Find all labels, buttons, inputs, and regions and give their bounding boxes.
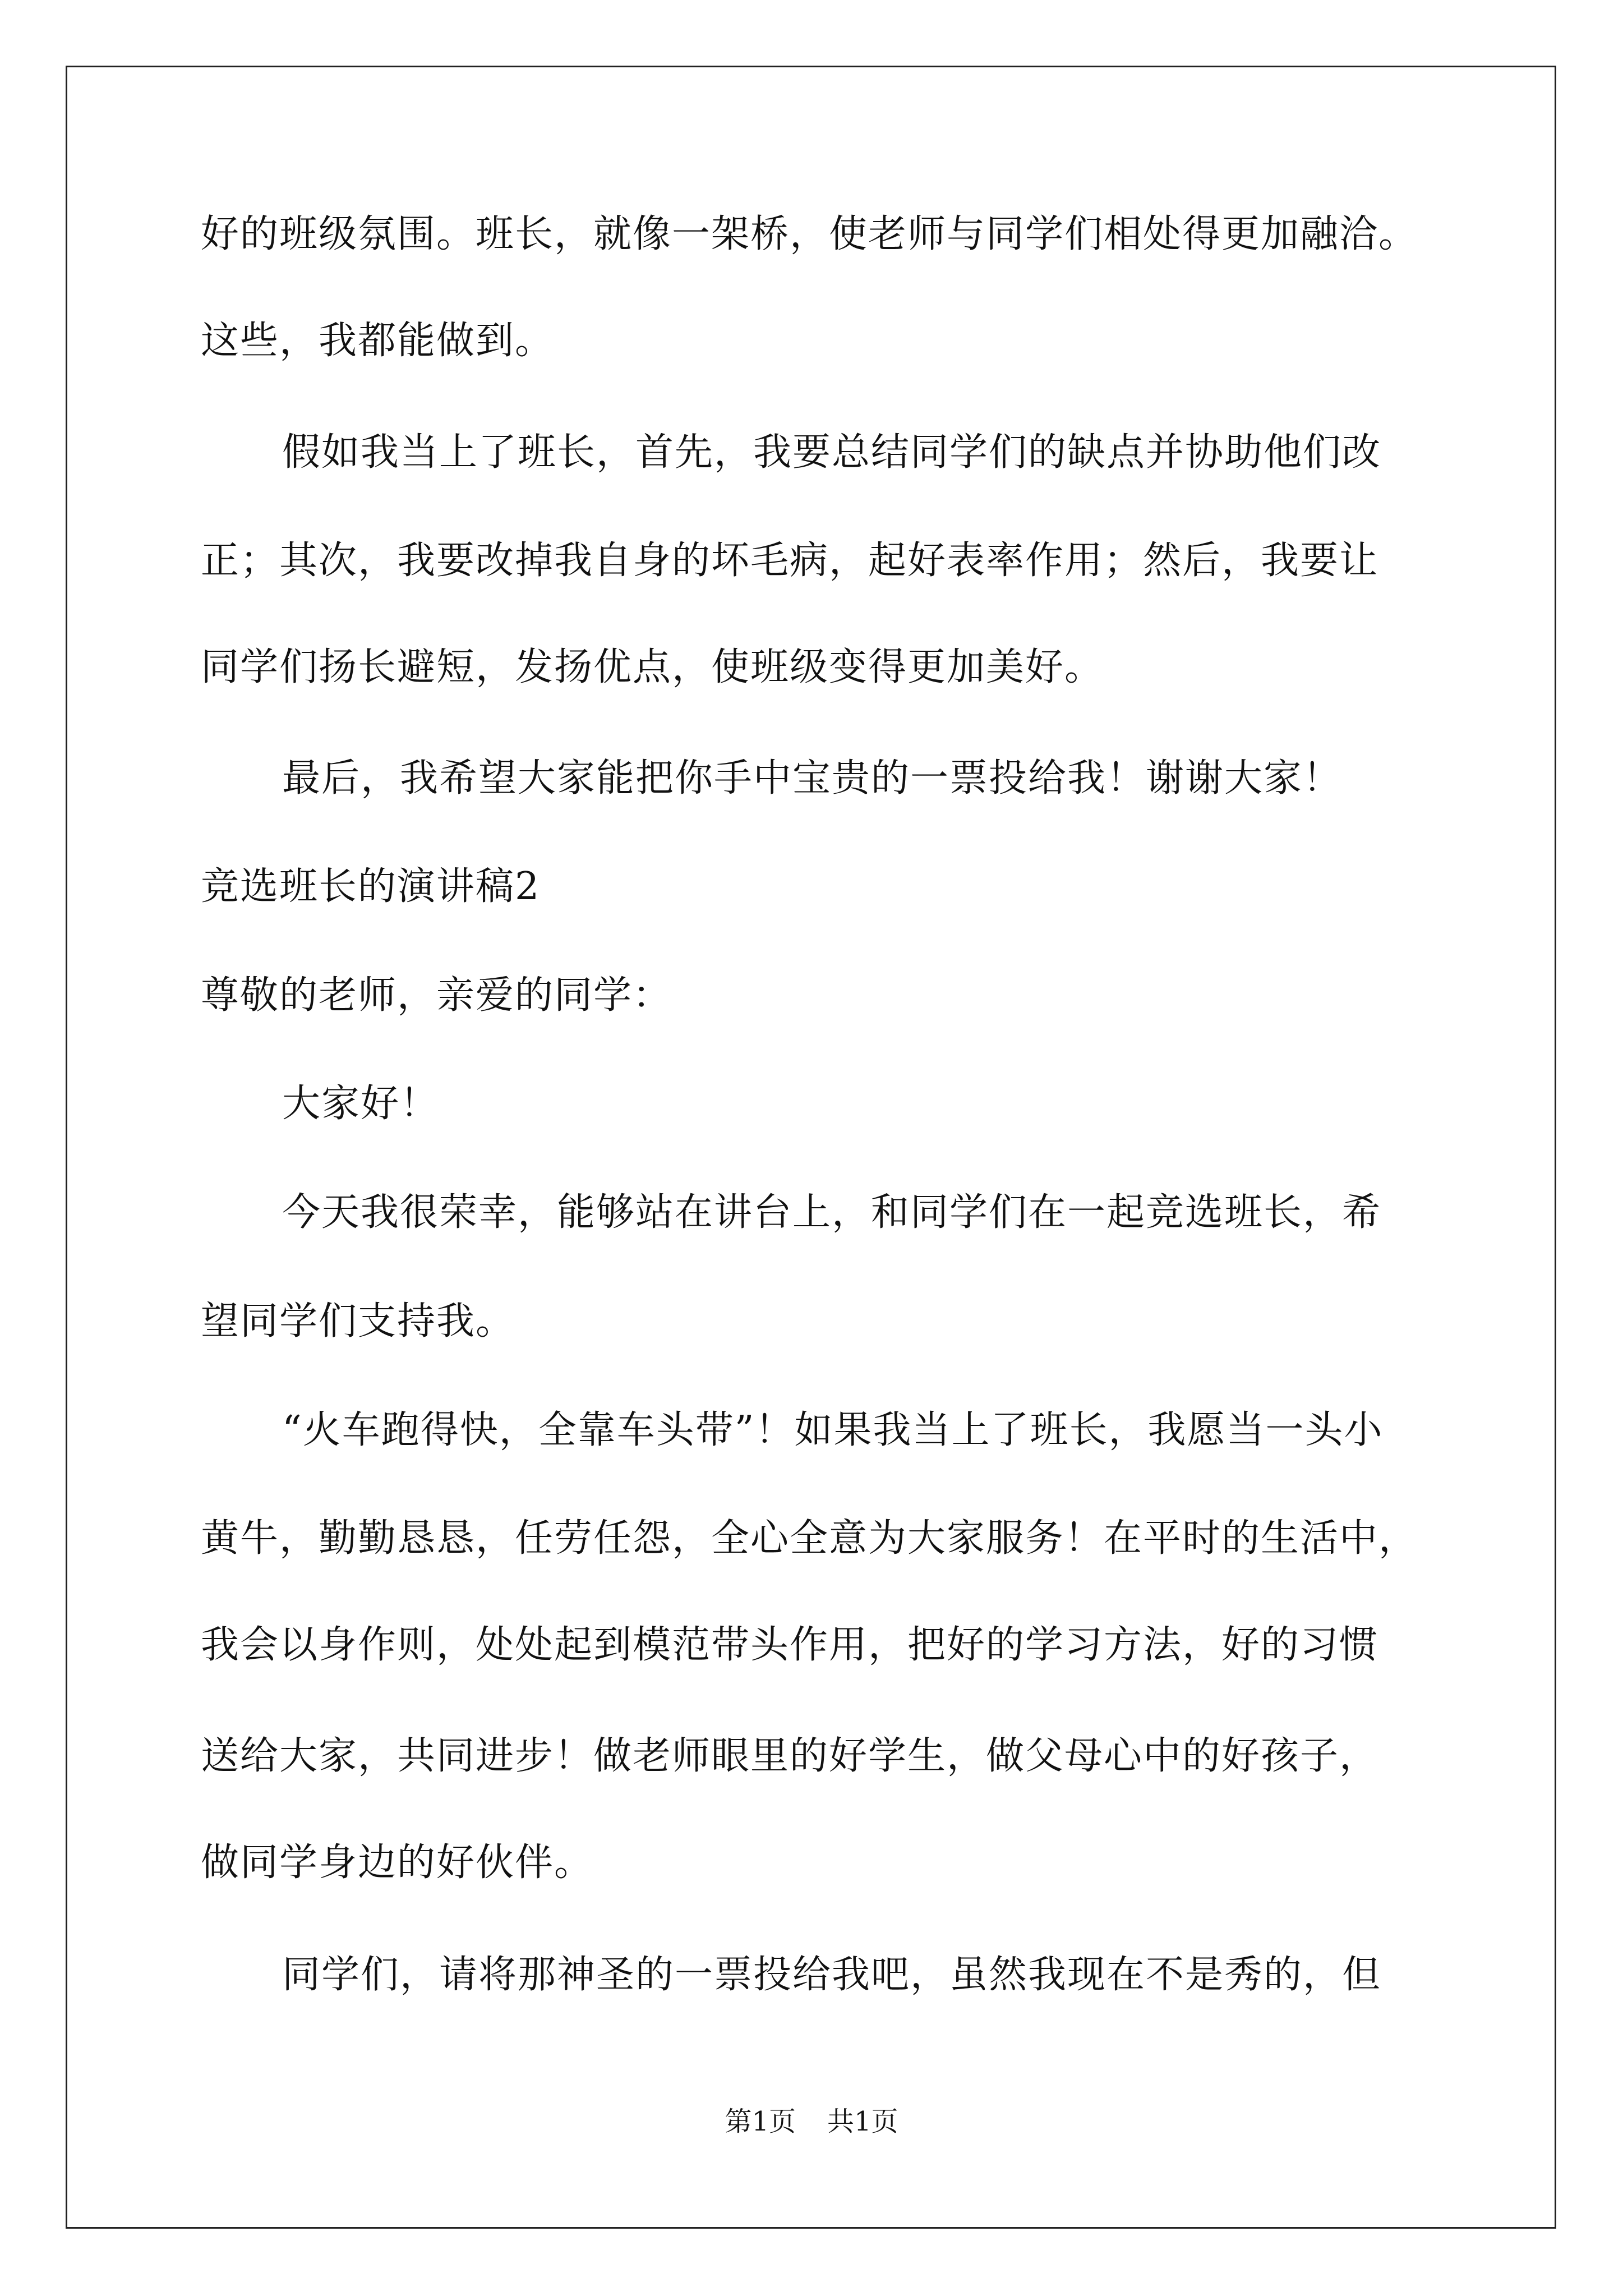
- body-line: 黄牛，勤勤恳恳，任劳任怨，全心全意为大家服务！在平时的生活中，: [201, 1516, 1418, 1561]
- body-line: 做同学身边的好伙伴。: [201, 1841, 594, 1885]
- body-line: 同学们扬长避短，发扬优点，使班级变得更加美好。: [201, 645, 1104, 689]
- salutation: 尊敬的老师，亲爱的同学：: [201, 973, 672, 1018]
- body-line: 好的班级氛围。班长，就像一架桥，使老师与同学们相处得更加融洽。: [201, 212, 1418, 256]
- body-line: 我会以身作则，处处起到模范带头作用，把好的学习方法，好的习惯: [201, 1623, 1379, 1667]
- body-line: 望同学们支持我。: [201, 1299, 515, 1343]
- body-line: 这些，我都能做到。: [201, 319, 555, 363]
- page-footer: [0, 2105, 1623, 2138]
- body-line: 今天我很荣幸，能够站在讲台上，和同学们在一起竞选班长，希: [282, 1190, 1382, 1235]
- page-number: 第1页: [725, 2106, 796, 2137]
- page-total: 共1页: [827, 2106, 898, 2137]
- body-line: 假如我当上了班长，首先，我要总结同学们的缺点并协助他们改: [282, 430, 1382, 475]
- body-line: 正；其次，我要改掉我自身的坏毛病，起好表率作用；然后，我要让: [201, 539, 1379, 583]
- greeting: 大家好！: [282, 1082, 440, 1126]
- body-line: 送给大家，共同进步！做老师眼里的好学生，做父母心中的好孩子，: [201, 1734, 1379, 1778]
- body-line: 同学们，请将那神圣的一票投给我吧，虽然我现在不是秀的，但: [282, 1953, 1382, 1997]
- body-line: “火车跑得快，全靠车头带”！如果我当上了班长，我愿当一头小: [282, 1408, 1384, 1452]
- page-border: [66, 66, 1556, 2229]
- section-title: 竞选班长的演讲稿2: [201, 864, 541, 909]
- body-line: 最后，我希望大家能把你手中宝贵的一票投给我！谢谢大家！: [282, 756, 1343, 800]
